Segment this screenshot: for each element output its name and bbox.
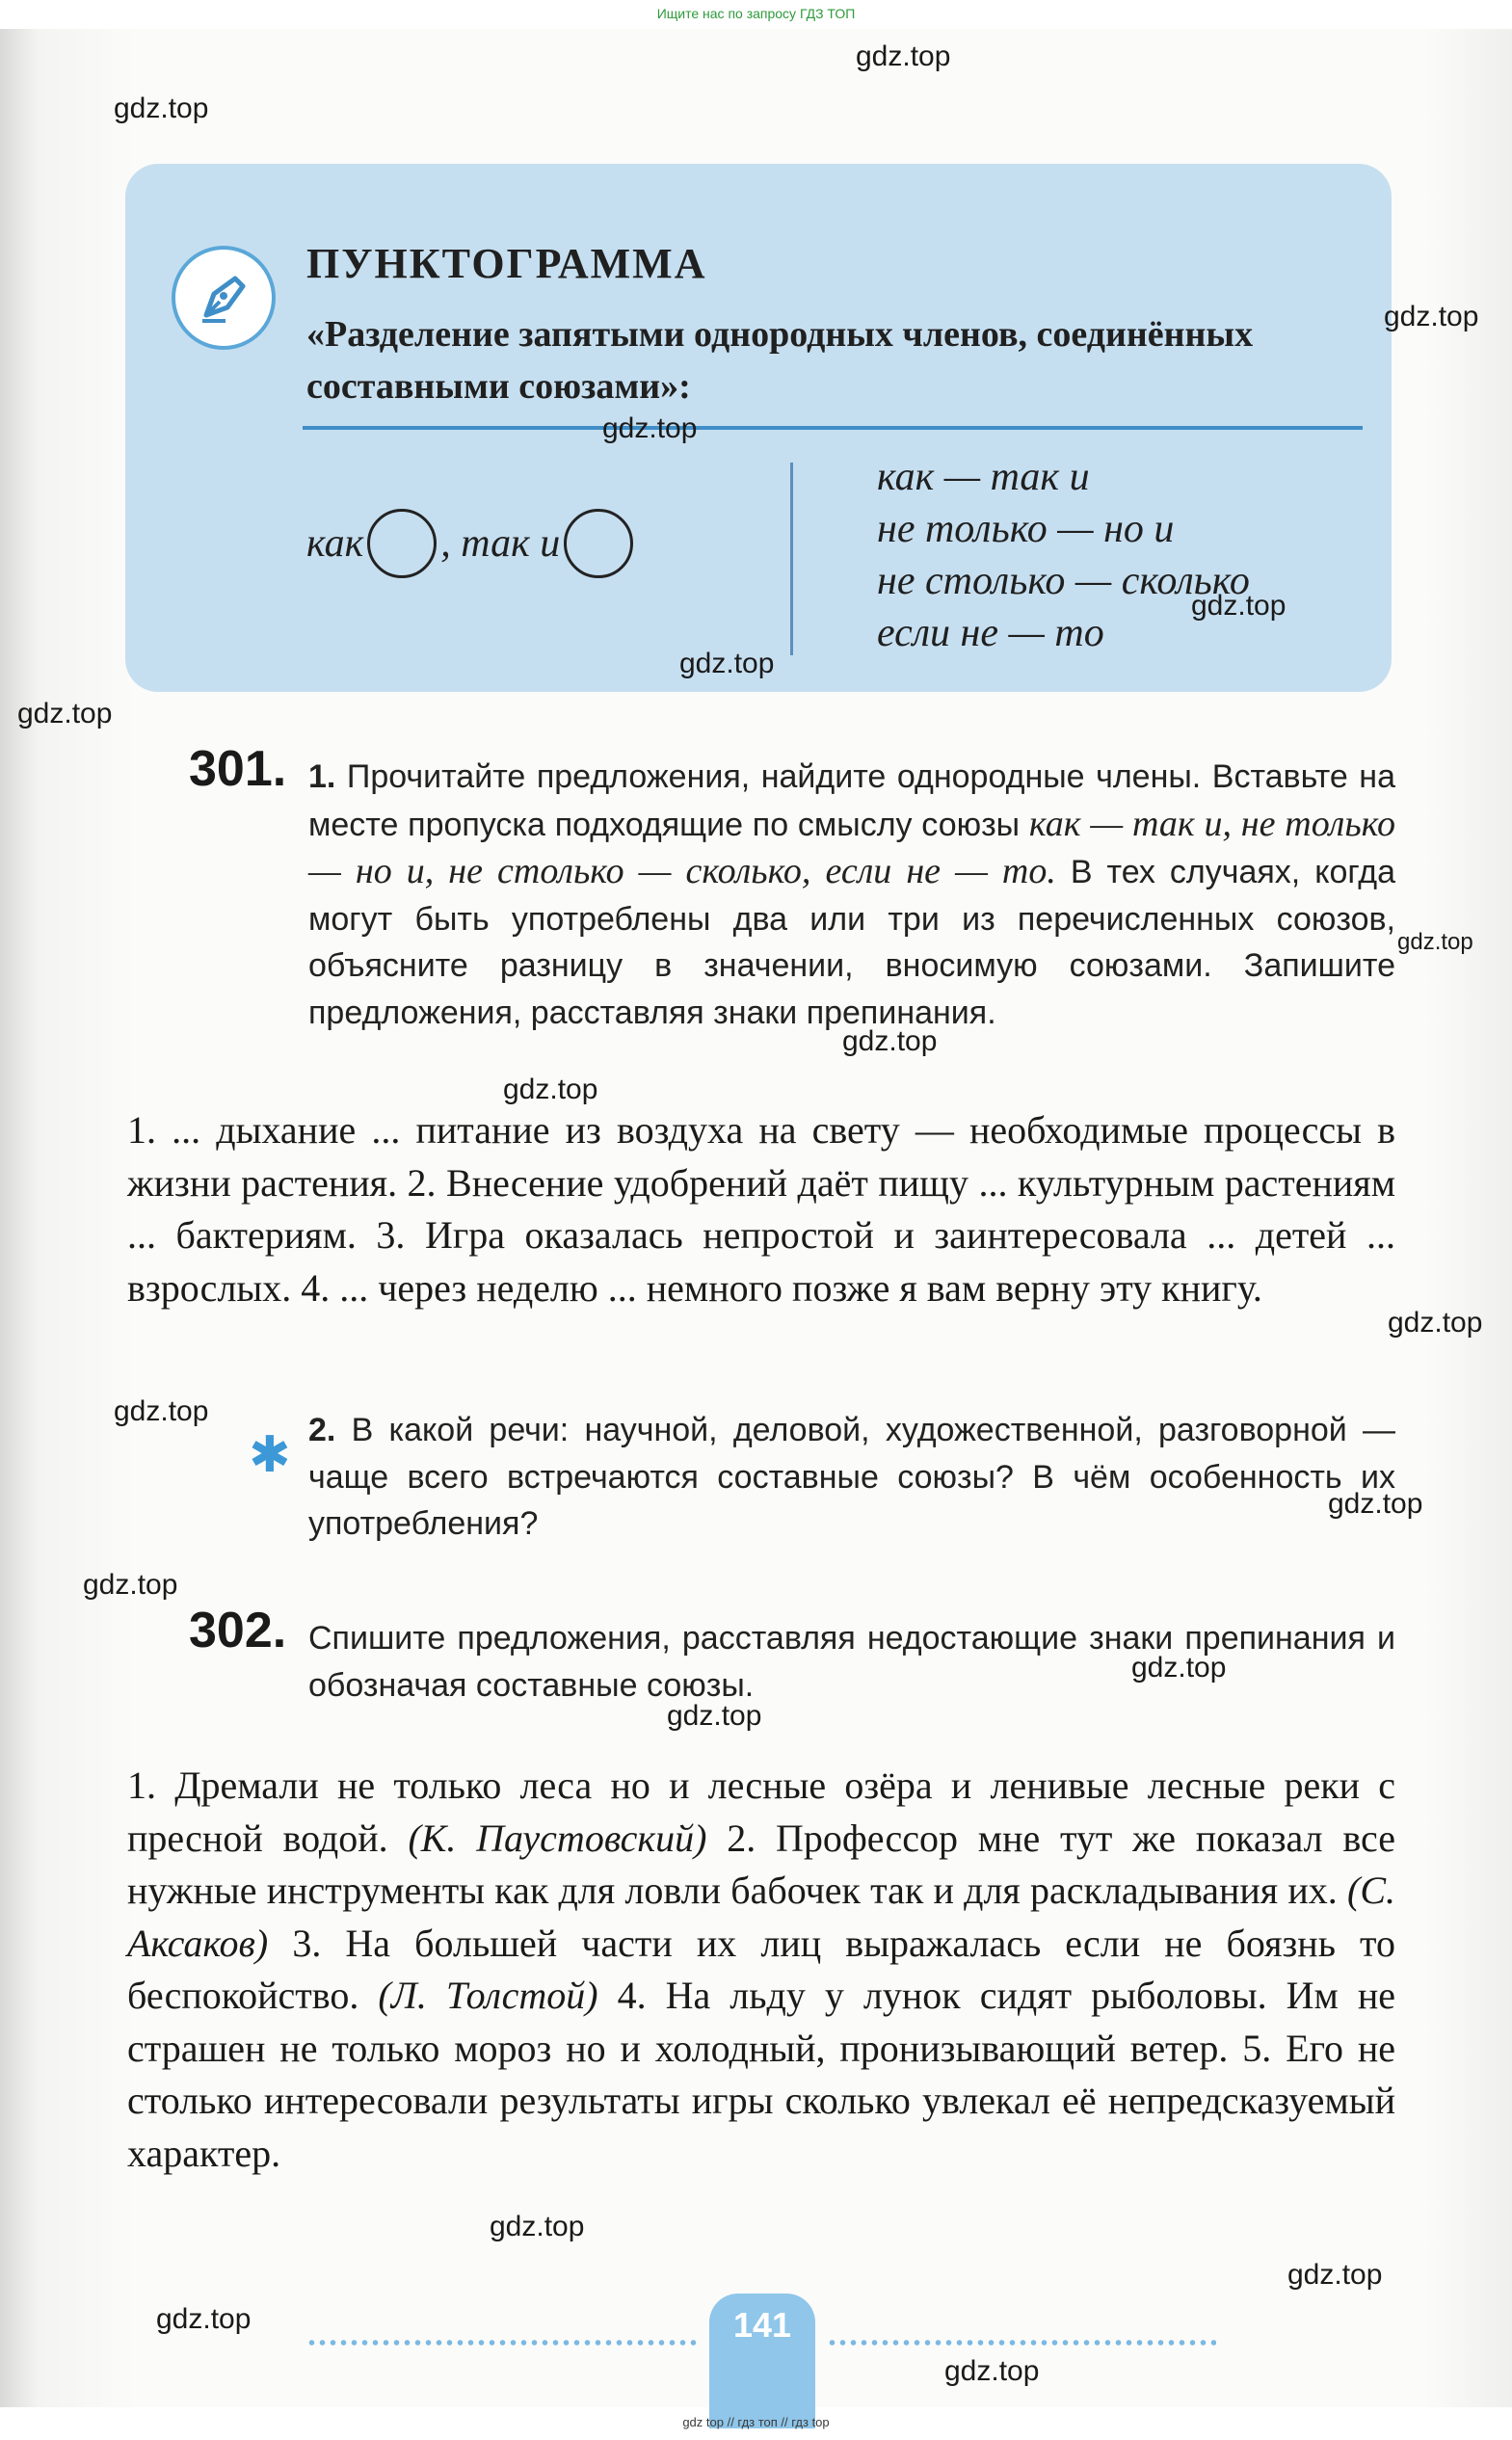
- watermark: gdz.top: [667, 1700, 762, 1732]
- watermark: gdz.top: [503, 1074, 598, 1105]
- watermark: gdz.top: [1397, 929, 1473, 955]
- exercise-301-number: 301.: [189, 741, 287, 797]
- task-text: Прочитайте предложения, найдите однородные члены. Вставьте на месте пропуска подходящие по смыслу союзы: [308, 758, 1395, 843]
- conjunction-item: если не — то: [877, 611, 1104, 655]
- page-decoration-dots-right: [827, 2340, 1216, 2346]
- top-banner-link[interactable]: Ищите нас по запросу ГДЗ ТОП: [656, 6, 856, 21]
- task-conjunctions: как — так и, не только — но и, не столько — сколько, если не — то.: [308, 803, 1395, 891]
- exercise-302-text: [127, 1760, 1395, 2180]
- punctogram-title: «Разделение запятыми однородных членов, соединённых составными союзами»:: [306, 314, 1254, 407]
- watermark: gdz.top: [944, 2355, 1040, 2387]
- watermark: gdz.top: [602, 412, 698, 444]
- punctuation-scheme: [306, 509, 637, 578]
- page-decoration-dots-left: [306, 2340, 698, 2346]
- sentence: 3. На большей части их лиц выражалась если не боязнь то беспокойство.: [127, 1921, 1396, 2017]
- conjunction-item: не столько — сколько: [877, 559, 1250, 603]
- asterisk-icon: ✱: [249, 1426, 291, 1484]
- punctogram-heading: ПУНКТОГРАММА: [306, 240, 707, 287]
- watermark: gdz.top: [1287, 2259, 1383, 2291]
- watermark: gdz.top: [1191, 590, 1287, 622]
- task-number: 2.: [308, 1412, 336, 1448]
- watermark: gdz.top: [83, 1569, 178, 1601]
- footer-links[interactable]: gdz top // гдз топ // гдз top: [682, 2415, 830, 2429]
- task-text: В тех случаях, когда могут быть употреблены два или три из перечисленных союзов, объясните разницу в значении, вносимую союзами. Запишите предложения, расставляя знаки препинания.: [308, 854, 1395, 1031]
- scheme-circle-2: [564, 509, 633, 578]
- task-number: 1.: [308, 758, 336, 795]
- exercise-301-task-1: [308, 754, 1395, 1036]
- watermark: gdz.top: [114, 1395, 209, 1427]
- author-citation: (Л. Толстой): [378, 1974, 598, 2017]
- scheme-divider: [790, 463, 793, 655]
- sentence: 2. Профессор мне тут же показал все нужные инструменты как для ловли бабочек так и для раскладывания их.: [127, 1816, 1396, 1912]
- conjunction-list: [877, 451, 1250, 659]
- scheme-circle-1: [367, 509, 437, 578]
- exercise-301-task-2: [308, 1407, 1395, 1548]
- task-text: В какой речи: научной, деловой, художественной, разговорной — чаще всего встречаются составные союзы? В чём особенность их употребления?: [308, 1412, 1395, 1542]
- author-citation: (К. Паустовский): [408, 1816, 707, 1860]
- watermark: gdz.top: [1328, 1488, 1423, 1520]
- exercise-302-number: 302.: [189, 1603, 287, 1658]
- watermark: gdz.top: [1388, 1307, 1483, 1339]
- textbook-page: [0, 29, 1512, 2407]
- watermark: gdz.top: [1384, 301, 1479, 332]
- sentence: 4. На льду у лунок сидят рыболовы. Им не страшен не только мороз но и холодный, пронизывающий ветер. 5. Его не столько интересовали результаты игры сколько увлекал её непредсказуемый характер.: [127, 1974, 1396, 2175]
- watermark: gdz.top: [156, 2303, 252, 2335]
- watermark: gdz.top: [842, 1025, 938, 1057]
- sentence: 1. Дремали не только леса но и лесные озёра и ленивые лесные реки с пресной водой.: [127, 1764, 1395, 1860]
- exercise-301-text: 1. ... дыхание ... питание из воздуха на свету — необходимые процессы в жизни растения. 2. Внесение удобрений даёт пищу ... культурным растениям ... бактериям. 3. Игра оказалась непростой и заинтересовала ... детей ... взрослых. 4. ... через неделю ... немного позже я вам верну эту книгу.: [127, 1108, 1395, 1310]
- conjunction-item: не только — но и: [877, 507, 1175, 551]
- watermark: gdz.top: [679, 648, 775, 679]
- scheme-right-word: , так и: [440, 521, 561, 566]
- watermark: gdz.top: [17, 698, 113, 729]
- exercise-302-task: Спишите предложения, расставляя недостающие знаки препинания и обозначая составные союзы.: [308, 1620, 1395, 1704]
- watermark: gdz.top: [856, 40, 951, 72]
- scheme-left-word: как: [306, 521, 364, 566]
- watermark: gdz.top: [490, 2211, 585, 2242]
- watermark: gdz.top: [114, 93, 209, 124]
- watermark: gdz.top: [1131, 1652, 1227, 1684]
- author-citation: (С. Аксаков): [127, 1869, 1396, 1965]
- pen-nib-icon: [172, 246, 276, 350]
- page-number: 141: [732, 2305, 792, 2345]
- conjunction-item: как — так и: [877, 455, 1090, 499]
- title-underline: [303, 426, 1363, 430]
